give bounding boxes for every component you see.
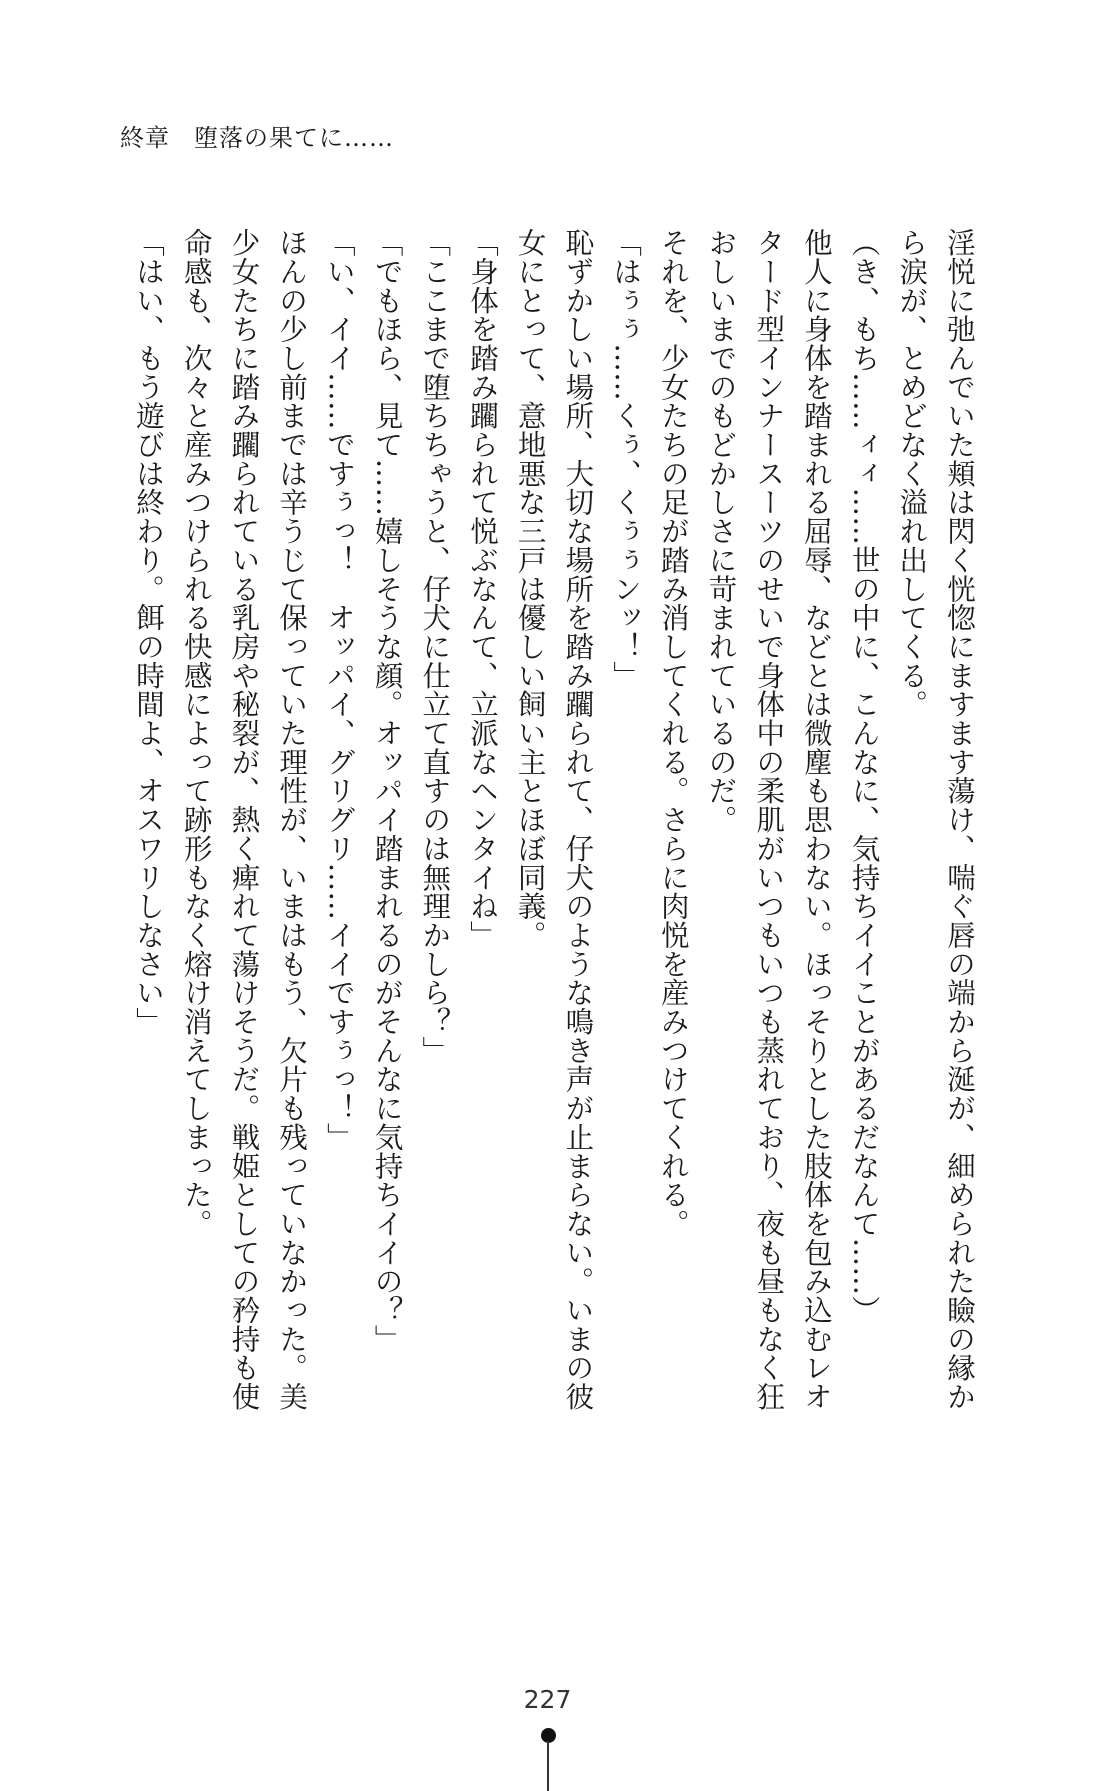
paragraph-11: ほんの少し前までは辛うじて保っていた理性が、いまはもう、欠片も残っていなかった。美少女たちに踏み躙られている乳房や秘裂が、熱く痺れて蕩けそうだ。戦姫としての矜持も使命感も、次々と産みつけられる快感によって跡形もなく熔け消えてしまった。 [179, 228, 309, 1411]
paragraph-1: 淫悦に弛んでいた頬は閃く恍惚にますます蕩け、喘ぐ唇の端から涎が、細められた瞼の縁から涙が、とめどなく溢れ出してくる。 [895, 228, 976, 1411]
vertical-body-text [123, 228, 983, 1438]
page-marker-line [547, 1741, 549, 1791]
chapter-title: 堕落の果てに…… [194, 124, 394, 152]
chapter-label: 終章 [120, 124, 170, 152]
running-head [120, 118, 394, 153]
paragraph-8: 「ここまで堕ちちゃうと、仔犬に仕立て直すのは無理かしら？」 [418, 228, 452, 1065]
paragraph-10: 「い、イイ……ですぅっ！ オッパイ、グリグリ……イイですぅっ！」 [322, 228, 356, 1152]
paragraph-2: （き、もち……ィィ……世の中に、こんなに、気持ちイイことがあるだなんて……） [847, 228, 881, 1325]
paragraph-6: 恥ずかしい場所、大切な場所を踏み躙られて、仔犬のような鳴き声が止まらない。いまの彼女にとって、意地悪な三戸は優しい飼い主とほぼ同義。 [513, 228, 595, 1411]
paragraph-9: 「でもほら、見て……嬉しそうな顔。オッパイ踏まれるのがそんなに気持ちイイの？」 [370, 228, 404, 1354]
paragraph-4: それを、少女たちの足が踏み消してくれる。さらに肉悦を産みつけてくれる。 [656, 228, 690, 1238]
paragraph-3: 他人に身体を踏まれる屈辱、などとは微塵も思わない。ほっそりとした肢体を包み込むレオタード型インナースーツのせいで身体中の柔肌がいつもいつも蒸れており、夜も昼もなく狂おしいまでのもどかしさに苛まれているのだ。 [704, 228, 833, 1411]
paragraph-5: 「はぅぅ……くぅ、くぅぅンッ！」 [609, 228, 643, 690]
paragraph-12: 「はい、もう遊びは終わり。餌の時間よ、オスワリしなさい」 [132, 228, 166, 1036]
page-number: 227 [523, 1685, 572, 1714]
paragraph-7: 「身体を踏み躙られて悦ぶなんて、立派なヘンタイね」 [465, 228, 499, 950]
